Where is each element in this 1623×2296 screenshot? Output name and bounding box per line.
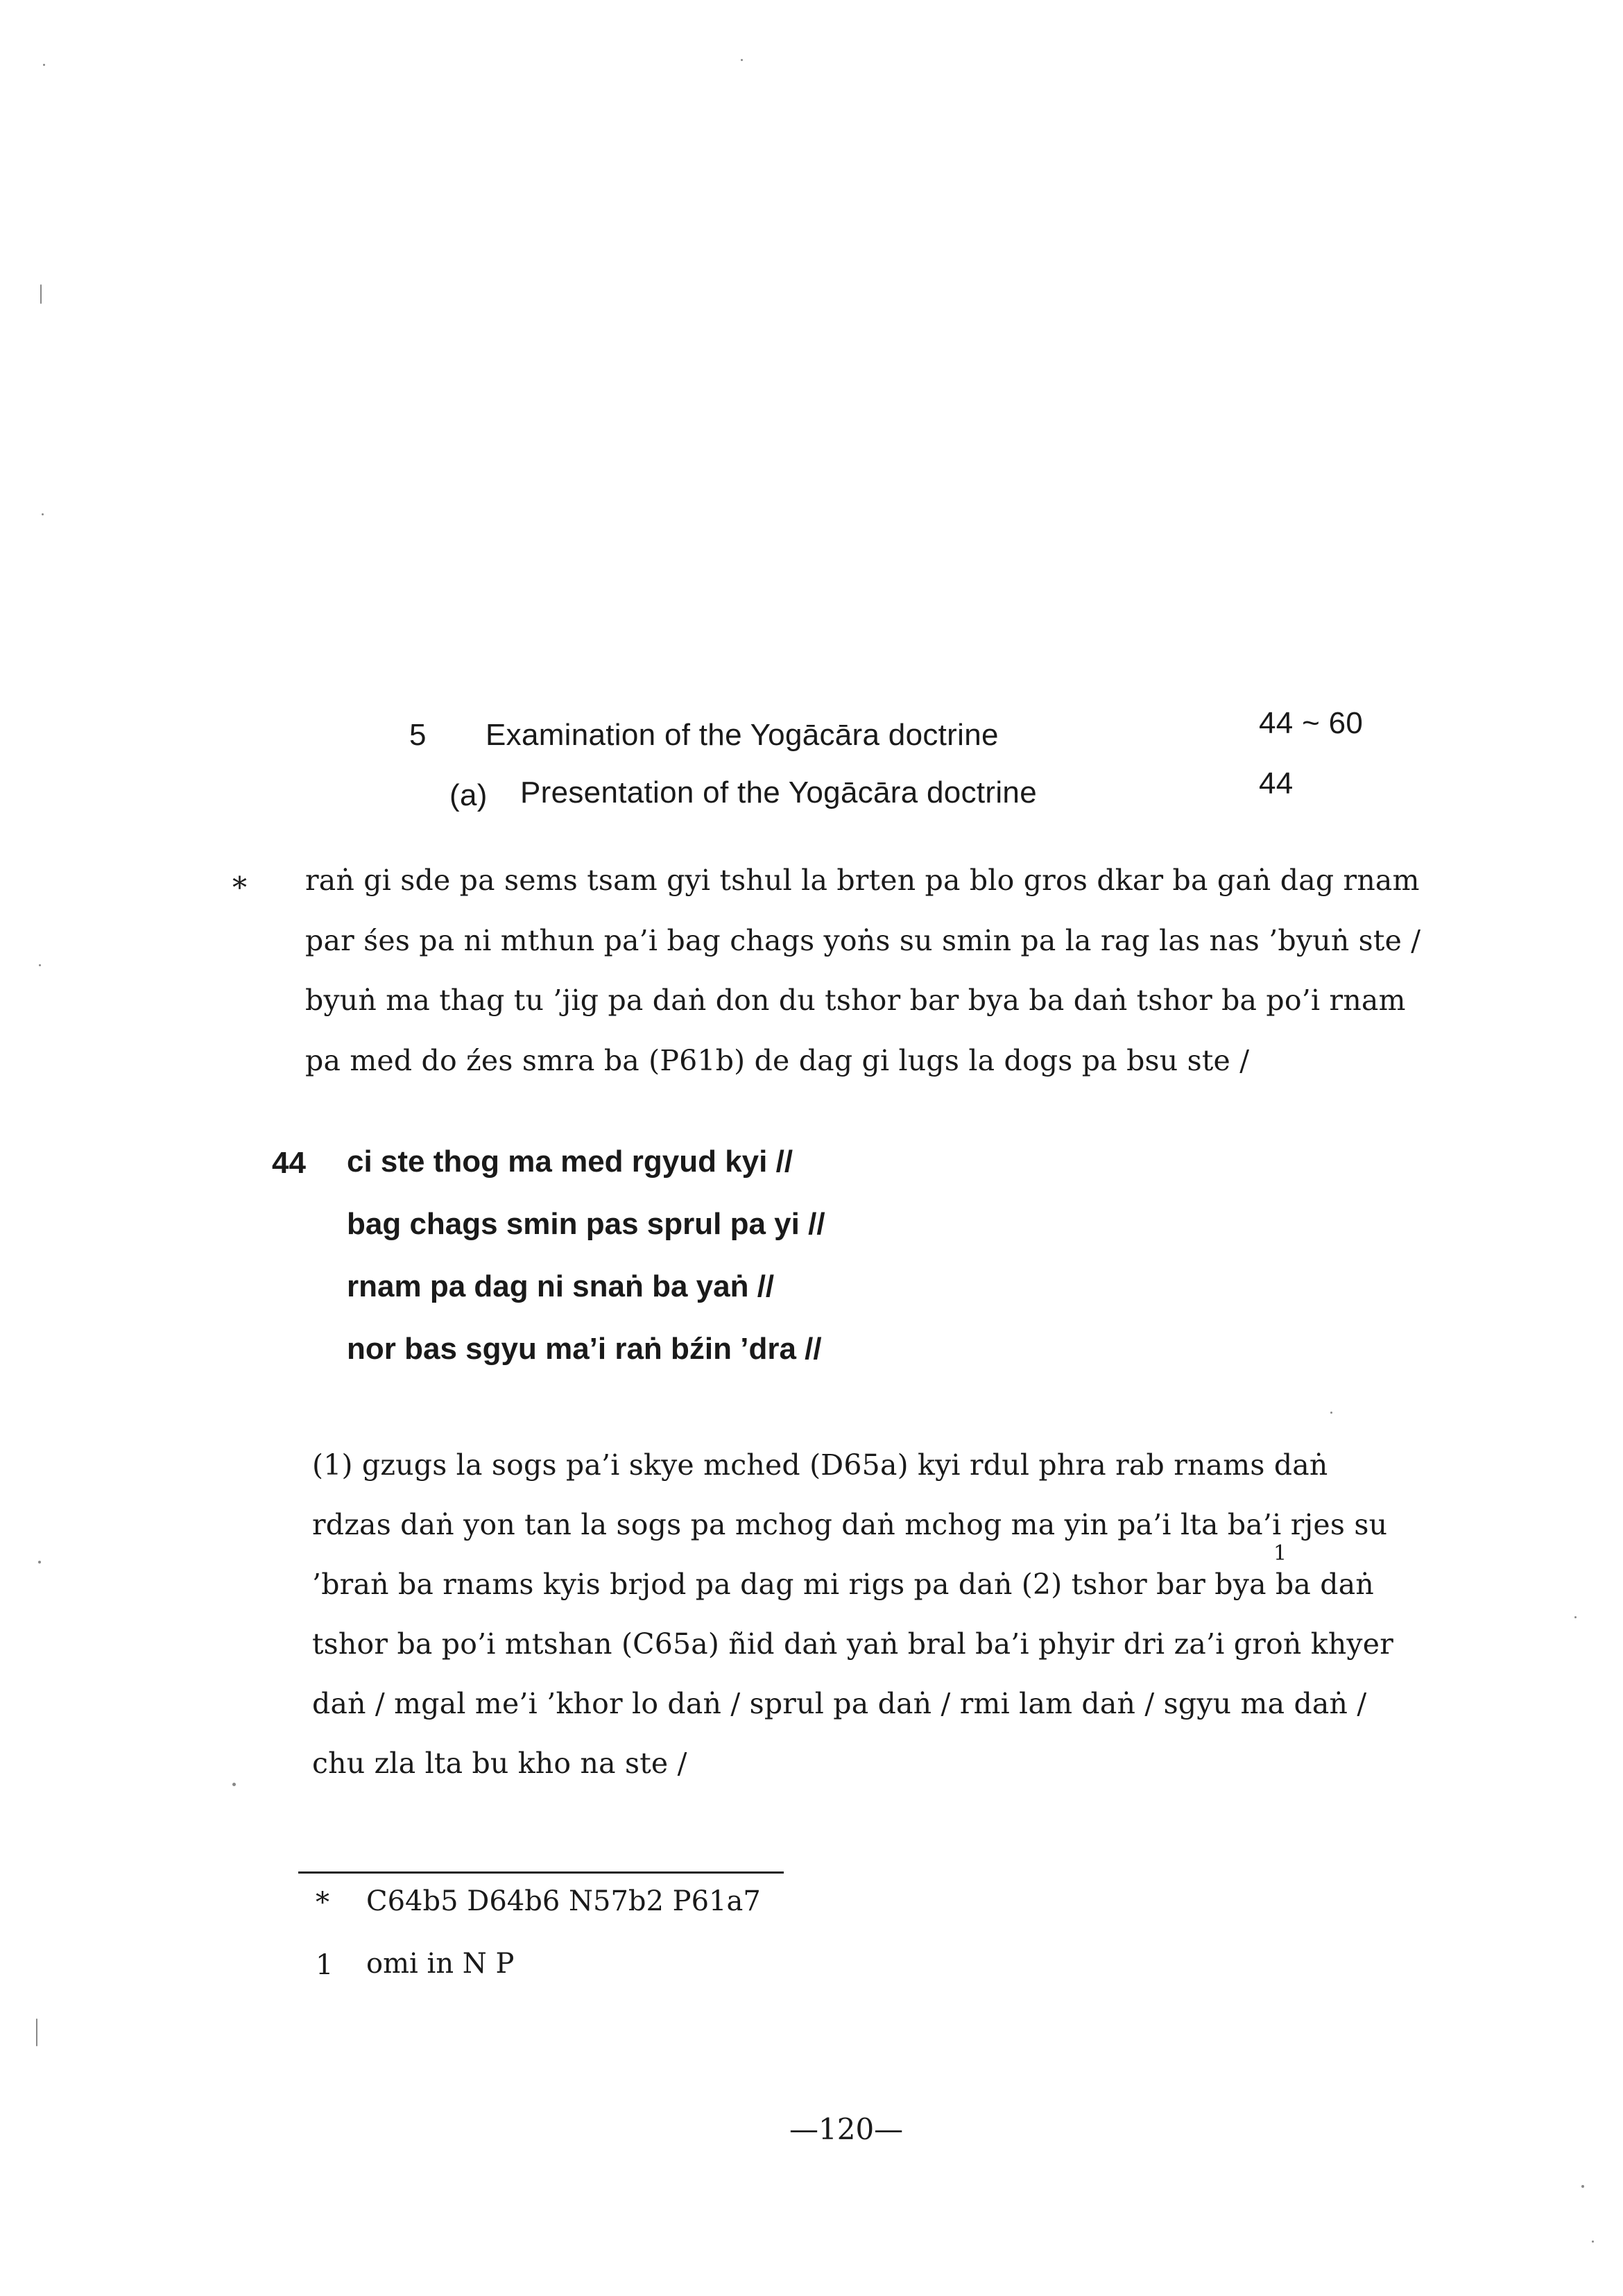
scan-speck	[36, 2019, 37, 2046]
verse-line: rnam pa dag ni snaṅ ba yaṅ //	[347, 1269, 775, 1303]
commentary-line: tshor ba po’i mtshan (C65a) ñid daṅ yaṅ bral ba’i phyir dri za’i groṅ khyer	[312, 1627, 1394, 1661]
page-number: —120—	[789, 2112, 904, 2146]
intro-marker: *	[232, 871, 247, 905]
section-number: 5	[409, 718, 427, 752]
subsection-title: Presentation of the Yogācāra doctrine	[520, 776, 1037, 809]
note-text: omi in N P	[366, 1948, 515, 1980]
footnote-reference: 1	[1273, 1541, 1287, 1566]
scan-speck	[39, 964, 41, 966]
commentary-line: daṅ / mgal me’i ’khor lo daṅ / sprul pa daṅ / rmi lam daṅ / sgyu ma daṅ /	[312, 1687, 1367, 1720]
commentary-line: (1) gzugs la sogs pa’i skye mched (D65a) kyi rdul phra rab rnams daṅ	[312, 1448, 1328, 1482]
commentary-line: rdzas daṅ yon tan la sogs pa mchog daṅ mchog ma yin pa’i lta ba’i rjes su	[312, 1508, 1388, 1541]
scan-speck	[1581, 2185, 1584, 2188]
subsection-number: 44	[1259, 766, 1294, 800]
scan-speck	[42, 513, 44, 515]
note-text: C64b5 D64b6 N57b2 P61a7	[366, 1885, 761, 1917]
intro-line: par śes pa ni mthun pa’i bag chags yoṅs su smin pa la rag las nas ’byuṅ ste /	[305, 924, 1421, 957]
section-range: 44 ~ 60	[1259, 706, 1364, 740]
scan-speck	[232, 1783, 236, 1786]
scan-speck	[1592, 2241, 1594, 2243]
scan-speck	[1574, 1616, 1577, 1618]
scan-speck	[1330, 1412, 1332, 1414]
scan-speck	[43, 64, 45, 66]
note-marker: 1	[316, 1949, 334, 1981]
section-title: Examination of the Yogācāra doctrine	[486, 718, 999, 752]
footnote-divider	[298, 1871, 784, 1874]
scan-speck	[40, 284, 42, 304]
scan-speck	[741, 59, 743, 61]
note-marker: *	[316, 1887, 329, 1919]
intro-line: raṅ gi sde pa sems tsam gyi tshul la brten pa blo gros dkar ba gaṅ dag rnam	[305, 864, 1420, 897]
subsection-label: (a)	[449, 778, 488, 812]
verse-line: bag chags smin pas sprul pa yi //	[347, 1207, 825, 1241]
verse-line: nor bas sgyu ma’i raṅ bźin ’dra //	[347, 1332, 822, 1366]
commentary-line: chu zla lta bu kho na ste /	[312, 1747, 687, 1780]
commentary-line: ’braṅ ba rnams kyis brjod pa dag mi rigs pa daṅ (2) tshor bar bya ba daṅ	[312, 1568, 1374, 1601]
intro-line: byuṅ ma thag tu ’jig pa daṅ don du tshor bar bya ba daṅ tshor ba po’i rnam	[305, 984, 1406, 1017]
intro-line: pa med do źes smra ba (P61b) de dag gi lugs la dogs pa bsu ste /	[305, 1044, 1250, 1077]
scan-speck	[38, 1561, 41, 1563]
verse-number: 44	[272, 1146, 306, 1180]
verse-line: ci ste thog ma med rgyud kyi //	[347, 1145, 793, 1179]
